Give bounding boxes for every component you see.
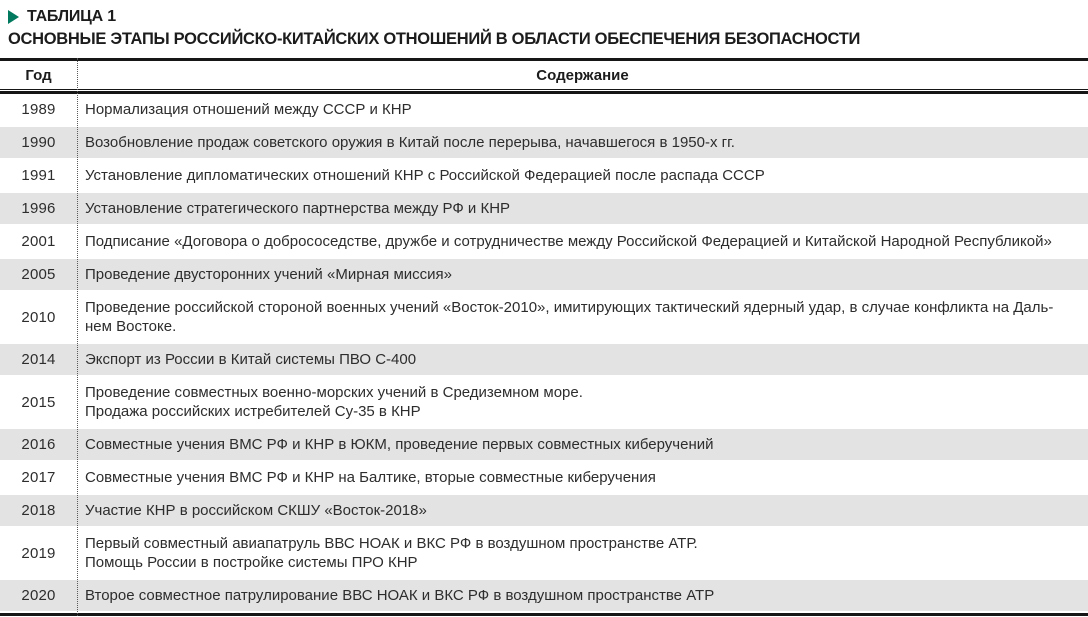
content-line: Продажа российских истребителей Су-35 в КНР	[85, 403, 421, 420]
table-row	[0, 226, 1088, 259]
content-cell	[77, 226, 1088, 257]
table-row	[0, 528, 1088, 580]
column-separator	[77, 58, 78, 616]
table-bottom-rule	[0, 613, 1088, 616]
content-line: Помощь России в постройке системы ПРО КНР	[85, 554, 418, 571]
content-line: Возобновление продаж советского оружия в Китай после перерыва, начавшегося в 1950-х гг.	[85, 134, 735, 151]
table-row	[0, 292, 1088, 344]
content-line: Совместные учения ВМС РФ и КНР на Балтике, вторые совместные киберучения	[85, 469, 656, 486]
content-line: Проведение двусторонних учений «Мирная миссия»	[85, 266, 452, 283]
triangle-right-icon	[8, 10, 19, 24]
content-cell	[77, 160, 1088, 191]
table-row	[0, 344, 1088, 377]
content-cell	[77, 127, 1088, 158]
content-line: Второе совместное патрулирование ВВС НОАК и ВКС РФ в воздушном пространстве АТР	[85, 587, 715, 604]
year-cell: 2014	[21, 351, 56, 368]
column-header-content: Содержание	[536, 66, 629, 84]
stages-table	[0, 58, 1088, 616]
year-cell: 2020	[21, 587, 56, 604]
year-cell: 1990	[21, 134, 56, 151]
content-cell	[77, 344, 1088, 375]
table-row	[0, 580, 1088, 613]
table-row	[0, 193, 1088, 226]
content-cell	[77, 429, 1088, 460]
table-row	[0, 127, 1088, 160]
content-cell	[77, 193, 1088, 224]
content-cell	[77, 292, 1088, 342]
year-cell: 2016	[21, 436, 56, 453]
content-line: Проведение совместных военно-морских учений в Средиземном море.	[85, 384, 583, 401]
content-line: Подписание «Договора о добрососедстве, дружбе и сотрудничестве между Российской Федерацией и Китайской Народной Республикой»	[85, 233, 1052, 250]
year-cell: 1991	[21, 167, 56, 184]
year-cell: 1989	[21, 101, 56, 118]
column-header-year: Год	[25, 66, 52, 84]
year-cell: 2015	[21, 393, 56, 411]
year-cell: 2019	[21, 544, 56, 562]
year-cell: 1996	[21, 200, 56, 217]
year-cell: 2010	[21, 308, 56, 326]
content-line: Нормализация отношений между СССР и КНР	[85, 101, 412, 118]
content-line: Проведение российской стороной военных учений «Восток-2010», имитирующих тактический ядерный удар, в случае конфликта на Даль-	[85, 299, 1054, 316]
content-cell	[77, 377, 1088, 427]
content-cell	[77, 259, 1088, 290]
table-caption-label: ТАБЛИЦА 1	[27, 8, 116, 25]
content-line: Экспорт из России в Китай системы ПВО С-400	[85, 351, 417, 368]
content-line: нем Востоке.	[85, 318, 177, 335]
table-row	[0, 429, 1088, 462]
content-line: Первый совместный авиапатруль ВВС НОАК и ВКС РФ в воздушном пространстве АТР.	[85, 535, 698, 552]
table-caption	[0, 6, 1088, 28]
content-line: Совместные учения ВМС РФ и КНР в ЮКМ, проведение первых совместных киберучений	[85, 436, 714, 453]
table-row	[0, 495, 1088, 528]
table-body	[0, 94, 1088, 613]
table-header-row	[0, 61, 1088, 89]
content-cell	[77, 528, 1088, 578]
table-row	[0, 160, 1088, 193]
table-row	[0, 259, 1088, 292]
table-row	[0, 462, 1088, 495]
content-cell	[77, 495, 1088, 526]
content-line: Установление стратегического партнерства между РФ и КНР	[85, 200, 511, 217]
year-cell: 2005	[21, 266, 56, 283]
content-line: Установление дипломатических отношений КНР с Российской Федерацией после распада СССР	[85, 167, 765, 184]
year-cell: 2001	[21, 233, 56, 250]
year-cell: 2018	[21, 502, 56, 519]
table-row	[0, 94, 1088, 127]
year-cell: 2017	[21, 469, 56, 486]
content-cell	[77, 94, 1088, 125]
content-line: Участие КНР в российском СКШУ «Восток-2018»	[85, 502, 427, 519]
content-cell	[77, 580, 1088, 611]
page-title: ОСНОВНЫЕ ЭТАПЫ РОССИЙСКО-КИТАЙСКИХ ОТНОШЕНИЙ В ОБЛАСТИ ОБЕСПЕЧЕНИЯ БЕЗОПАСНОСТИ	[8, 30, 861, 48]
content-cell	[77, 462, 1088, 493]
table-row	[0, 377, 1088, 429]
